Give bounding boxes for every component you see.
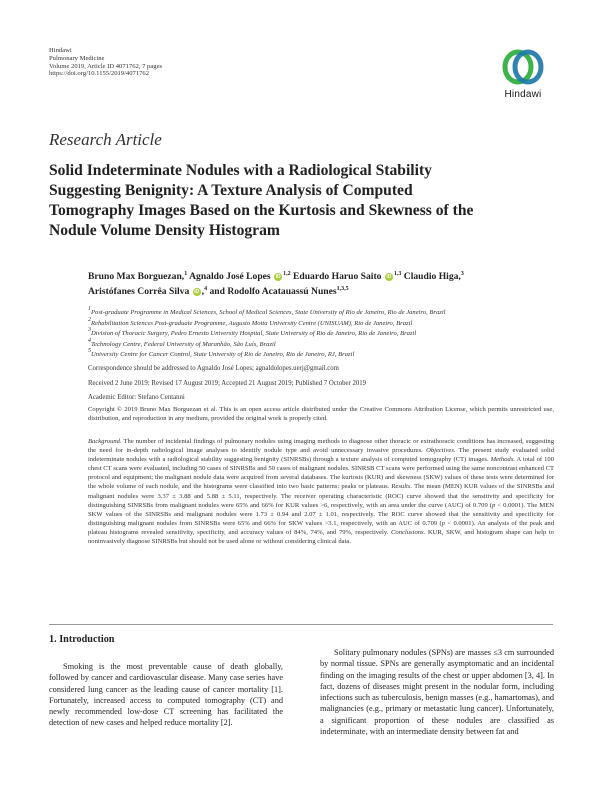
- journal-name: Pulmonary Medicine: [49, 54, 105, 62]
- hindawi-rings-icon: [501, 47, 545, 87]
- affiliation: $^4$Technology Centre, Federal University of Maranhão, São Luís, Brazil: [88, 337, 276, 348]
- article-type: Research Article: [49, 130, 162, 149]
- author-name[interactable]: Eduardo Haruo Saito: [292, 271, 382, 282]
- orcid-icon[interactable]: iD: [386, 274, 392, 280]
- correspondence: Correspondence should be addressed to Agnaldo José Lopes; agnaldolopes.uerj@gmail.com: [88, 365, 339, 372]
- author-name[interactable]: Agnaldo José Lopes: [189, 271, 271, 282]
- paragraph: Solitary pulmonary nodules (SPNs) are masses ≤3 cm surrounded by normal tissue. SPNs are generally asymptomatic and an incidental finding on the imaging results of the chest or upper abdomen [3, 4]. In fact, dozens of diseases might present in the nodular form, including infections such as tuberculosis, benign masses (e.g., hamartomas), and malignancies (e.g., primary or metastatic lung cancer). Unfortunately, a significant proportion of these nodules are classified as indeterminate, with an intermediate density between fat and: [320, 648, 554, 737]
- orcid-icon[interactable]: iD: [275, 274, 281, 280]
- orcid-icon[interactable]: iD: [194, 289, 200, 295]
- doi-link[interactable]: https://doi.org/10.1155/2019/4071762: [49, 70, 150, 78]
- title-line: Nodule Volume Density Histogram: [49, 222, 280, 239]
- affiliation: $^2$Rehabilitation Sciences Post-graduate Programme, Augusto Motta University Centre (UNISUAM), Rio de Janeiro, Brazil: [88, 316, 413, 327]
- affiliations: [88, 308, 558, 361]
- author-name[interactable]: Aristófanes Corrêa Silva: [88, 286, 190, 297]
- logo-wordmark: Hindawi: [504, 89, 542, 100]
- affiliation: $^3$Division of Thoracic Surgery, Pedro Ernesto University Hospital, State University of Rio de Janeiro, Rio de Janeiro, Brazil: [88, 327, 417, 338]
- copyright-notice: Copyright © 2019 Bruno Max Borguezan et al. This is an open access article distributed under the Creative Commons Attribution License, which permits unrestricted use, distribution, and reproduction in any medium, provided the original work is properly cited.: [88, 406, 554, 423]
- volume-line: Volume 2019, Article ID 4071762, 7 pages: [49, 62, 163, 70]
- title-line: Solid Indeterminate Nodules with a Radiological Stability: [49, 162, 432, 179]
- author-name[interactable]: Claudio Higa,: [403, 271, 461, 282]
- article-title: [49, 161, 559, 241]
- paragraph: Smoking is the most preventable cause of death globally, followed by cancer and cardiovascular disease. Many case series have considered lung cancer as the leading cause of cancer mortality [1]. Fortunately, increased access to computed tomography (CT) and newly recommended low-dose CT screening has facilitated the detection of new cases and helped reduce mortality [2].: [49, 662, 283, 728]
- section-divider: [49, 624, 553, 625]
- affiliation: $^5$University Centre for Cancer Control, State University of Rio de Janeiro, Rio de Janeiro, RJ, Brazil: [88, 348, 355, 359]
- hindawi-logo: [497, 47, 549, 105]
- abstract: Background. The number of incidental findings of pulmonary nodules using imaging methods to diagnose other thoracic or extrathoracic conditions has increased, suggesting the need for in-depth radiological image analyses to identify nodule type and avoid unnecessary invasive procedures. Objectives. The present study evaluated solid indeterminate nodules with a radiological stability suggesting benignity (SINRSBs) through a texture analysis of computed tomography (CT) images. Methods. A total of 100 chest CT scans were evaluated, including 50 cases of SINRSBs and 50 cases of malignant nodules. SINRSB CT scans were performed using the same noncontrast enhanced CT protocol and equipment; the malignant nodule data were acquired from several databases. The kurtosis (KUR) and skewness (SKW) values of these tests were determined for the whole volume of each nodule, and the histograms were classified into two basic patterns: peaks or plateaus. Results. The mean (MEN) KUR values of the SINRSBs and malignant nodules were 3.37 ± 3.88 and 5.88 ± 5.11, respectively. The receiver operating characteristic (ROC) curve showed that the sensitivity and specificity for distinguishing SINRSBs from malignant nodules were 65% and 66% for KUR values >6, respectively, with an area under the curve (AUC) of 0.709 (p < 0.0001). The MEN SKW values of the SINRSBs and malignant nodules were 1.73 ± 0.94 and 2.07 ± 1.01, respectively. The ROC curve showed that the sensitivity and specificity for distinguishing malignant nodules from SINRSBs were 65% and 66% for SKW values >3.1, respectively, with an AUC of 0.709 (p < 0.0001). An analysis of the peak and plateau histograms revealed sensitivity, specificity, and accuracy values of 84%, 74%, and 79%, respectively. Conclusions. KUR, SKW, and histogram shape can help to noninvasively diagnose SINRSBs but should not be used alone or without considering clinical data.: [88, 438, 555, 546]
- title-line: Tomography Images Based on the Kurtosis and Skewness of the: [49, 202, 474, 219]
- intro-left-column: [49, 661, 283, 729]
- publication-dates: Received 2 June 2019; Revised 17 August 2019; Accepted 21 August 2019; Published 7 October 2019: [88, 380, 367, 387]
- section-heading: 1. Introduction: [49, 634, 115, 645]
- author-name[interactable]: Bruno Max Borguezan,: [88, 271, 185, 282]
- journal-meta: [49, 47, 162, 78]
- intro-right-column: [320, 647, 554, 737]
- author-name[interactable]: and Rodolfo Acatauassú Nunes: [209, 286, 337, 297]
- academic-editor: Academic Editor: Stefano Centanni: [88, 394, 185, 401]
- title-line: Suggesting Benignity: A Texture Analysis of Computed: [49, 182, 413, 199]
- affiliation: $^1$Post-graduate Programme in Medical Sciences, School of Medical Sciences, State University of Rio de Janeiro, Rio de Janeiro, Brazil: [88, 306, 446, 316]
- author-list: Bruno Max Borguezan,$^1$ Agnaldo José Lopes iD $^{1,2}$ Eduardo Haruo Saito iD $^{1,3}$ Claudio Higa,$^3$ Aristófanes Corrêa Silva iD ,$^4$ and Rodolfo Acatauassú Nunes$^{1,3,5}$: [88, 271, 464, 297]
- publisher-name: Hindawi: [49, 47, 72, 54]
